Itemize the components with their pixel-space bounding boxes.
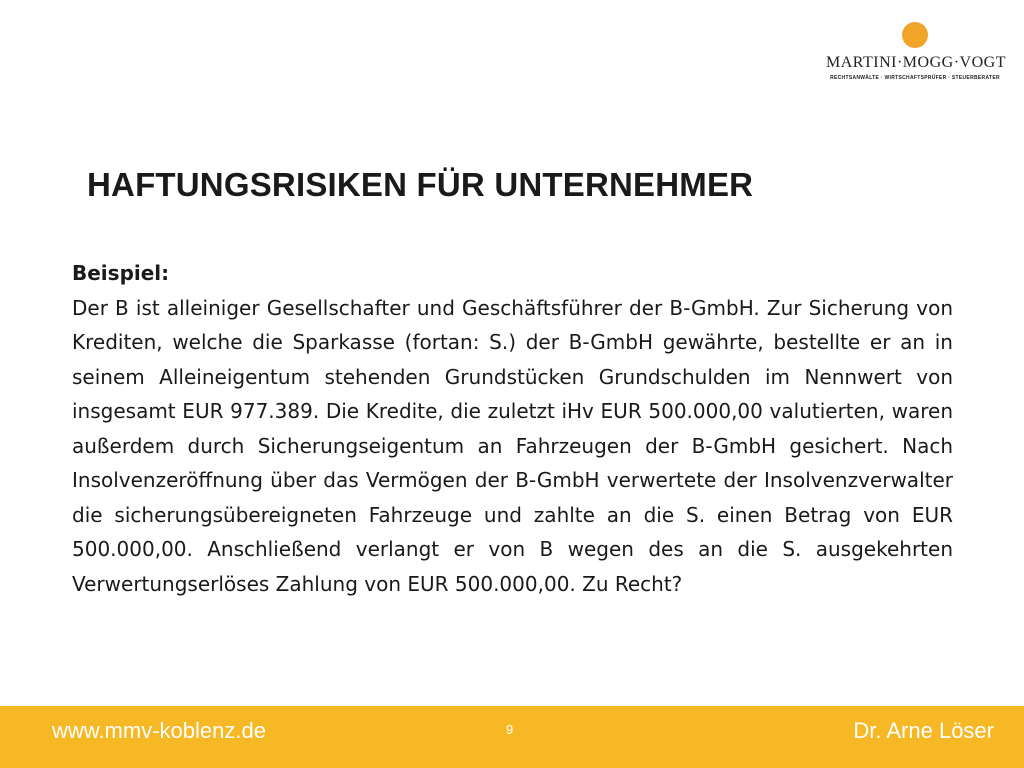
example-body-text: Der B ist alleiniger Gesellschafter und Geschäftsführer der B-GmbH. Zur Sicherung von Krediten, welche die Sparkasse (fortan: S.) der B-GmbH gewährte, bestellte er an in seinem Alleineigentum stehenden Grundstücken Grundschulden im Nennwert von insgesamt EUR 977.389. Die Kredite, die zuletzt iHv EUR 500.000,00 valutierten, waren außerdem durch Sicherungseigentum an Fahrzeugen der B-GmbH gesichert. Nach Insolvenzeröffnung über das Vermögen der B-GmbH verwertete der Insolvenzverwalter die sicherungsübereigneten Fahrzeuge und zahlte an die S. einen Betrag von EUR 500.000,00. Anschließend verlangt er von B wegen des an die S. ausgekehrten Verwertungserlöses Zahlung von EUR 500.000,00. Zu Recht? [72,295,953,596]
logo-name: MARTINI·MOGG·VOGT [826,54,1006,71]
footer-website-link[interactable]: www.mmv-koblenz.de [52,718,266,743]
footer-author: Dr. Arne Löser [853,718,994,743]
content-block [72,256,953,601]
logo-circle-icon [902,22,928,48]
company-logo [826,22,1004,94]
example-heading: Beispiel: [72,261,170,285]
logo-subtitle: RECHTSANWÄLTE · WIRTSCHAFTSPRÜFER · STEUERBERATER [830,75,1000,81]
page-number: 9 [506,722,514,737]
footer-bar [0,706,1024,768]
slide-title: HAFTUNGSRISIKEN FÜR UNTERNEHMER [87,166,754,203]
